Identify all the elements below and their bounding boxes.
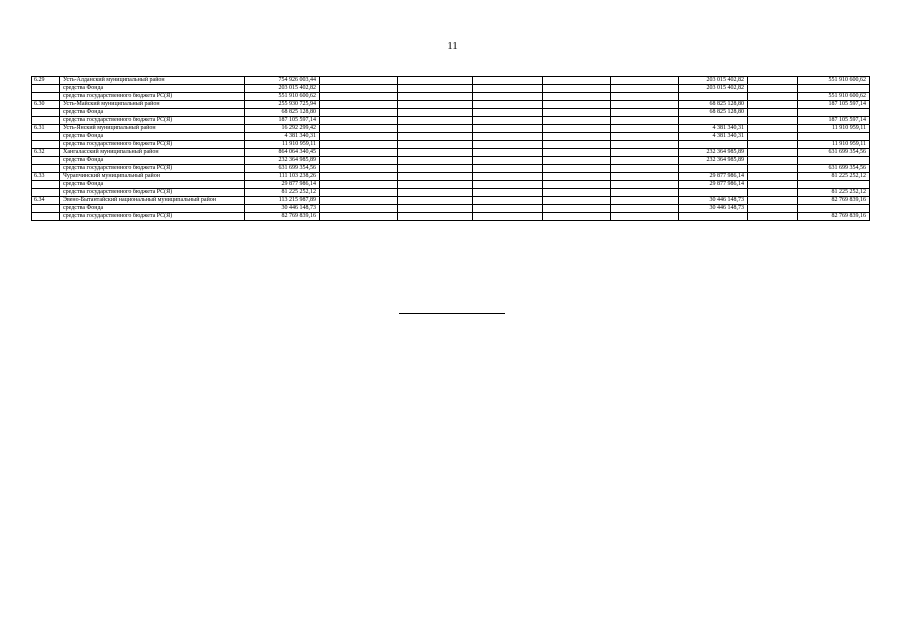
row-value-cell [611,117,679,125]
row-value-cell: 203 015 402,82 [679,77,748,85]
row-value-cell: 754 926 003,44 [245,77,320,85]
row-value-cell [543,157,611,165]
row-value-cell: 81 225 252,12 [245,189,320,197]
row-value-cell [543,173,611,181]
table-row [32,173,870,181]
table-row [32,85,870,93]
row-value-cell [320,101,398,109]
row-value-cell [748,173,798,181]
row-name-cell: средства Фонда [60,205,245,213]
row-value-cell: 551 910 600,62 [798,93,870,101]
row-value-cell: 187 105 597,14 [798,101,870,109]
row-value-cell [320,181,398,189]
row-name-cell: Усть-Майский муниципальный район [60,101,245,109]
row-value-cell: 864 064 340,45 [245,149,320,157]
row-value-cell [473,125,543,133]
row-value-cell [398,117,473,125]
row-value-cell [679,117,748,125]
row-value-cell: 30 446 148,73 [245,205,320,213]
row-value-cell: 81 225 252,12 [798,173,870,181]
row-value-cell [611,197,679,205]
row-value-cell [611,181,679,189]
row-code-cell [32,213,60,221]
row-value-cell: 203 015 402,82 [679,85,748,93]
row-value-cell [748,205,798,213]
row-value-cell [611,189,679,197]
row-value-cell [320,93,398,101]
row-value-cell [611,213,679,221]
table-row [32,77,870,85]
row-value-cell [543,205,611,213]
row-name-cell: средства государственного бюджета РС(Я) [60,165,245,173]
row-value-cell: 551 910 600,62 [798,77,870,85]
row-value-cell [543,109,611,117]
row-name-cell: средства государственного бюджета РС(Я) [60,93,245,101]
table-row [32,133,870,141]
row-value-cell [748,181,798,189]
row-value-cell [320,125,398,133]
row-value-cell [748,77,798,85]
row-value-cell [611,173,679,181]
row-value-cell [748,213,798,221]
row-code-cell [32,85,60,93]
row-value-cell [398,77,473,85]
row-name-cell: Эвено-Бытантайский национальный муниципальный район [60,197,245,205]
table-row [32,165,870,173]
table-row [32,141,870,149]
row-value-cell: 232 364 985,89 [679,157,748,165]
table-row [32,197,870,205]
row-value-cell [473,173,543,181]
row-value-cell [798,157,870,165]
row-value-cell [748,125,798,133]
row-value-cell [473,197,543,205]
row-value-cell: 4 381 340,31 [679,133,748,141]
row-value-cell [473,133,543,141]
row-value-cell [398,125,473,133]
table-row [32,125,870,133]
table-row [32,157,870,165]
row-name-cell: средства Фонда [60,157,245,165]
row-value-cell [798,85,870,93]
row-code-cell: 6.34 [32,197,60,205]
row-value-cell: 82 769 839,16 [245,213,320,221]
row-value-cell: 4 381 340,31 [679,125,748,133]
row-value-cell [748,109,798,117]
row-value-cell [798,109,870,117]
table-row [32,101,870,109]
row-value-cell [543,77,611,85]
row-value-cell [473,205,543,213]
row-value-cell [473,101,543,109]
row-value-cell: 30 446 148,73 [679,205,748,213]
row-value-cell [320,213,398,221]
row-value-cell: 11 910 959,11 [798,125,870,133]
row-value-cell [611,101,679,109]
row-value-cell [679,165,748,173]
row-value-cell [748,157,798,165]
row-code-cell: 6.32 [32,149,60,157]
row-name-cell: средства государственного бюджета РС(Я) [60,189,245,197]
row-code-cell [32,165,60,173]
row-name-cell: средства Фонда [60,133,245,141]
row-value-cell [543,101,611,109]
row-value-cell: 68 825 128,80 [679,101,748,109]
row-value-cell [320,173,398,181]
row-value-cell: 113 215 987,89 [245,197,320,205]
row-value-cell [611,77,679,85]
row-value-cell: 631 699 354,56 [798,149,870,157]
row-value-cell: 68 825 128,80 [245,109,320,117]
row-value-cell [473,157,543,165]
row-value-cell [398,85,473,93]
row-value-cell [748,197,798,205]
row-value-cell [679,141,748,149]
row-value-cell [611,93,679,101]
row-code-cell [32,109,60,117]
row-value-cell: 187 105 597,14 [798,117,870,125]
row-value-cell: 29 877 986,14 [679,181,748,189]
row-value-cell [320,109,398,117]
row-value-cell [798,181,870,189]
row-value-cell: 11 910 959,11 [245,141,320,149]
row-value-cell: 81 225 252,12 [798,189,870,197]
row-value-cell [398,133,473,141]
row-value-cell [611,141,679,149]
row-name-cell: средства Фонда [60,181,245,189]
row-value-cell [543,93,611,101]
row-value-cell: 551 910 600,62 [245,93,320,101]
row-value-cell [320,189,398,197]
row-value-cell [320,133,398,141]
page-number: 11 [447,40,458,52]
row-value-cell [543,197,611,205]
row-value-cell [398,197,473,205]
row-code-cell [32,157,60,165]
row-value-cell [473,181,543,189]
row-value-cell [398,149,473,157]
row-value-cell [543,189,611,197]
row-value-cell [398,165,473,173]
row-code-cell: 6.31 [32,125,60,133]
table-row [32,205,870,213]
row-value-cell [748,141,798,149]
row-value-cell [748,149,798,157]
row-value-cell [748,117,798,125]
row-value-cell [798,133,870,141]
row-value-cell: 187 105 597,14 [245,117,320,125]
row-value-cell [473,85,543,93]
row-name-cell: Хангаласский муниципальный район [60,149,245,157]
row-value-cell [679,189,748,197]
row-value-cell [543,141,611,149]
table-row [32,181,870,189]
row-value-cell: 29 877 986,14 [245,181,320,189]
row-value-cell: 111 103 238,26 [245,173,320,181]
row-value-cell [543,117,611,125]
row-value-cell: 82 769 839,16 [798,197,870,205]
row-value-cell [748,189,798,197]
row-code-cell [32,189,60,197]
row-value-cell [543,125,611,133]
row-name-cell: Чурапчинский муниципальный район [60,173,245,181]
row-name-cell: средства государственного бюджета РС(Я) [60,213,245,221]
row-value-cell [748,165,798,173]
end-separator-line [399,313,505,314]
row-value-cell [798,205,870,213]
table-row [32,213,870,221]
row-value-cell [611,85,679,93]
row-value-cell [398,93,473,101]
row-value-cell [611,133,679,141]
row-value-cell [320,205,398,213]
table-row [32,189,870,197]
row-value-cell [748,93,798,101]
row-value-cell [611,109,679,117]
row-value-cell [748,85,798,93]
row-value-cell [611,157,679,165]
row-value-cell: 29 877 986,14 [679,173,748,181]
row-value-cell [320,77,398,85]
row-value-cell: 82 769 839,16 [798,213,870,221]
row-value-cell [398,101,473,109]
row-value-cell [473,165,543,173]
row-value-cell: 203 015 402,82 [245,85,320,93]
row-code-cell: 6.33 [32,173,60,181]
row-value-cell [543,181,611,189]
row-value-cell [611,205,679,213]
row-value-cell: 11 910 959,11 [798,141,870,149]
row-name-cell: Усть-Янский муниципальный район [60,125,245,133]
row-value-cell [679,213,748,221]
row-code-cell: 6.30 [32,101,60,109]
row-code-cell [32,133,60,141]
row-value-cell [679,93,748,101]
row-value-cell [543,133,611,141]
row-value-cell [748,133,798,141]
row-value-cell [398,213,473,221]
row-value-cell [543,149,611,157]
row-code-cell [32,117,60,125]
row-code-cell [32,93,60,101]
row-value-cell [473,213,543,221]
row-value-cell [320,149,398,157]
row-name-cell: средства Фонда [60,109,245,117]
table-row [32,93,870,101]
row-value-cell [543,165,611,173]
row-code-cell [32,141,60,149]
row-value-cell: 30 446 148,73 [679,197,748,205]
row-value-cell: 232 364 985,89 [679,149,748,157]
row-value-cell [320,197,398,205]
row-value-cell [398,181,473,189]
row-value-cell [473,149,543,157]
row-value-cell [398,141,473,149]
row-value-cell [473,189,543,197]
row-name-cell: средства государственного бюджета РС(Я) [60,141,245,149]
row-value-cell: 631 699 354,56 [245,165,320,173]
row-value-cell [398,205,473,213]
row-value-cell [398,189,473,197]
row-value-cell: 255 930 725,94 [245,101,320,109]
row-value-cell [611,165,679,173]
row-code-cell [32,205,60,213]
row-value-cell [320,85,398,93]
table-row [32,117,870,125]
row-value-cell: 232 364 985,89 [245,157,320,165]
row-name-cell: средства Фонда [60,85,245,93]
budget-table [31,76,870,221]
row-value-cell [473,109,543,117]
row-value-cell [611,125,679,133]
budget-table-body [32,77,870,221]
row-value-cell [398,109,473,117]
row-name-cell: средства государственного бюджета РС(Я) [60,117,245,125]
row-value-cell [543,213,611,221]
row-value-cell [473,117,543,125]
row-name-cell: Усть-Алданский муниципальный район [60,77,245,85]
row-value-cell: 16 292 299,42 [245,125,320,133]
row-value-cell [320,165,398,173]
row-value-cell [320,141,398,149]
row-value-cell [611,149,679,157]
row-value-cell [543,85,611,93]
row-value-cell [398,157,473,165]
row-value-cell [473,141,543,149]
table-row [32,109,870,117]
table-row [32,149,870,157]
row-value-cell [320,157,398,165]
row-code-cell: 6.29 [32,77,60,85]
row-value-cell [473,77,543,85]
row-value-cell: 68 825 128,80 [679,109,748,117]
row-value-cell: 4 381 340,31 [245,133,320,141]
row-value-cell [320,117,398,125]
row-code-cell [32,181,60,189]
row-value-cell: 631 699 354,56 [798,165,870,173]
row-value-cell [473,93,543,101]
row-value-cell [748,101,798,109]
row-value-cell [398,173,473,181]
